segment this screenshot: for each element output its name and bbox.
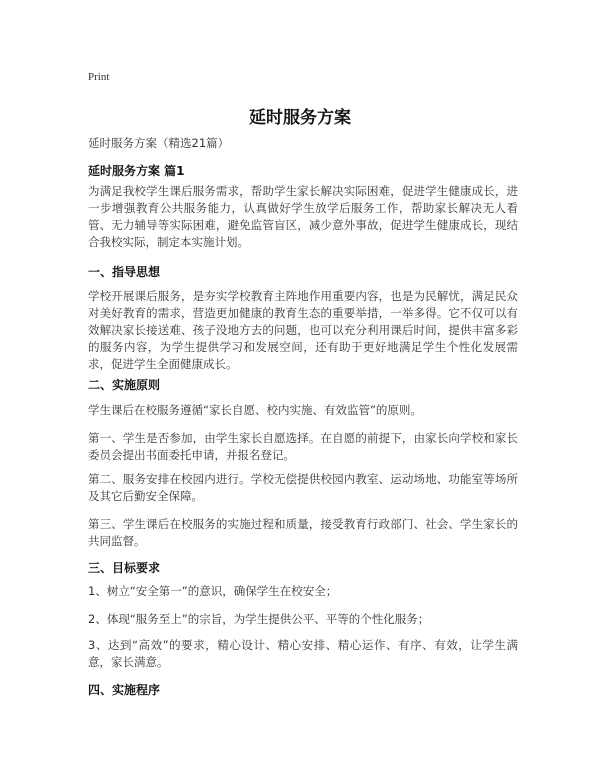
- section-paragraph: 第一、学生是否参加，由学生家长自愿选择。在自愿的前提下，由家长向学校和家长委员会提出书面委托申请，并报名登记。: [88, 431, 518, 462]
- section-paragraph: 第三、学生课后在校服务的实施过程和质量，接受教育行政部门、社会、学生家长的共同监督。: [88, 517, 518, 548]
- section-paragraph: 学校开展课后服务，是夯实学校教育主阵地作用重要内容，也是为民解忧，满足民众对美好教育的需求，营造更加健康的教育生态的重要举措，一举多得。它不仅可以有效解决家长接送难、孩子没地方去的问题，也可以充分利用课后时间，提供丰富多彩的服务内容，为学生提供学习和发展空间，还有助于更好地满足学生个性化发展需求，促进学生全面健康成长。: [88, 289, 518, 371]
- section-paragraph: 3、达到“高效”的要求，精心设计、精心安排、精心运作、有序、有效，让学生满意，家长满意。: [88, 638, 518, 669]
- section-paragraph: 第二、服务安排在校园内进行。学校无偿提供校园内教室、运动场地、功能室等场所及其它后勤安全保障。: [88, 472, 518, 503]
- print-label[interactable]: Print: [88, 71, 110, 83]
- section-heading: 二、实施原则: [88, 378, 161, 392]
- section-heading: 四、实施程序: [88, 683, 161, 697]
- section-paragraph: 1、树立“安全第一”的意识，确保学生在校安全；: [88, 584, 338, 598]
- article-heading: 延时服务方案 篇1: [88, 164, 185, 178]
- page-title: 延时服务方案: [249, 108, 351, 128]
- section-heading: 三、目标要求: [88, 561, 161, 575]
- section-paragraph: 2、体现“服务至上”的宗旨，为学生提供公平、平等的个性化服务；: [88, 612, 430, 626]
- intro-paragraph: 为满足我校学生课后服务需求，帮助学生家长解决实际困难，促进学生健康成长，进一步增强教育公共服务能力，认真做好学生放学后服务工作，帮助家长解决无人看管、无力辅导等实际困难，避免监管盲区，减少意外事故，促进学生健康成长，现结合我校实际，制定本实施计划。: [88, 184, 518, 249]
- section-heading: 一、指导思想: [88, 265, 161, 279]
- section-paragraph: 学生课后在校服务遵循“家长自愿、校内实施、有效监管”的原则。: [88, 403, 422, 417]
- document-subtitle: 延时服务方案（精选21篇）: [88, 136, 230, 150]
